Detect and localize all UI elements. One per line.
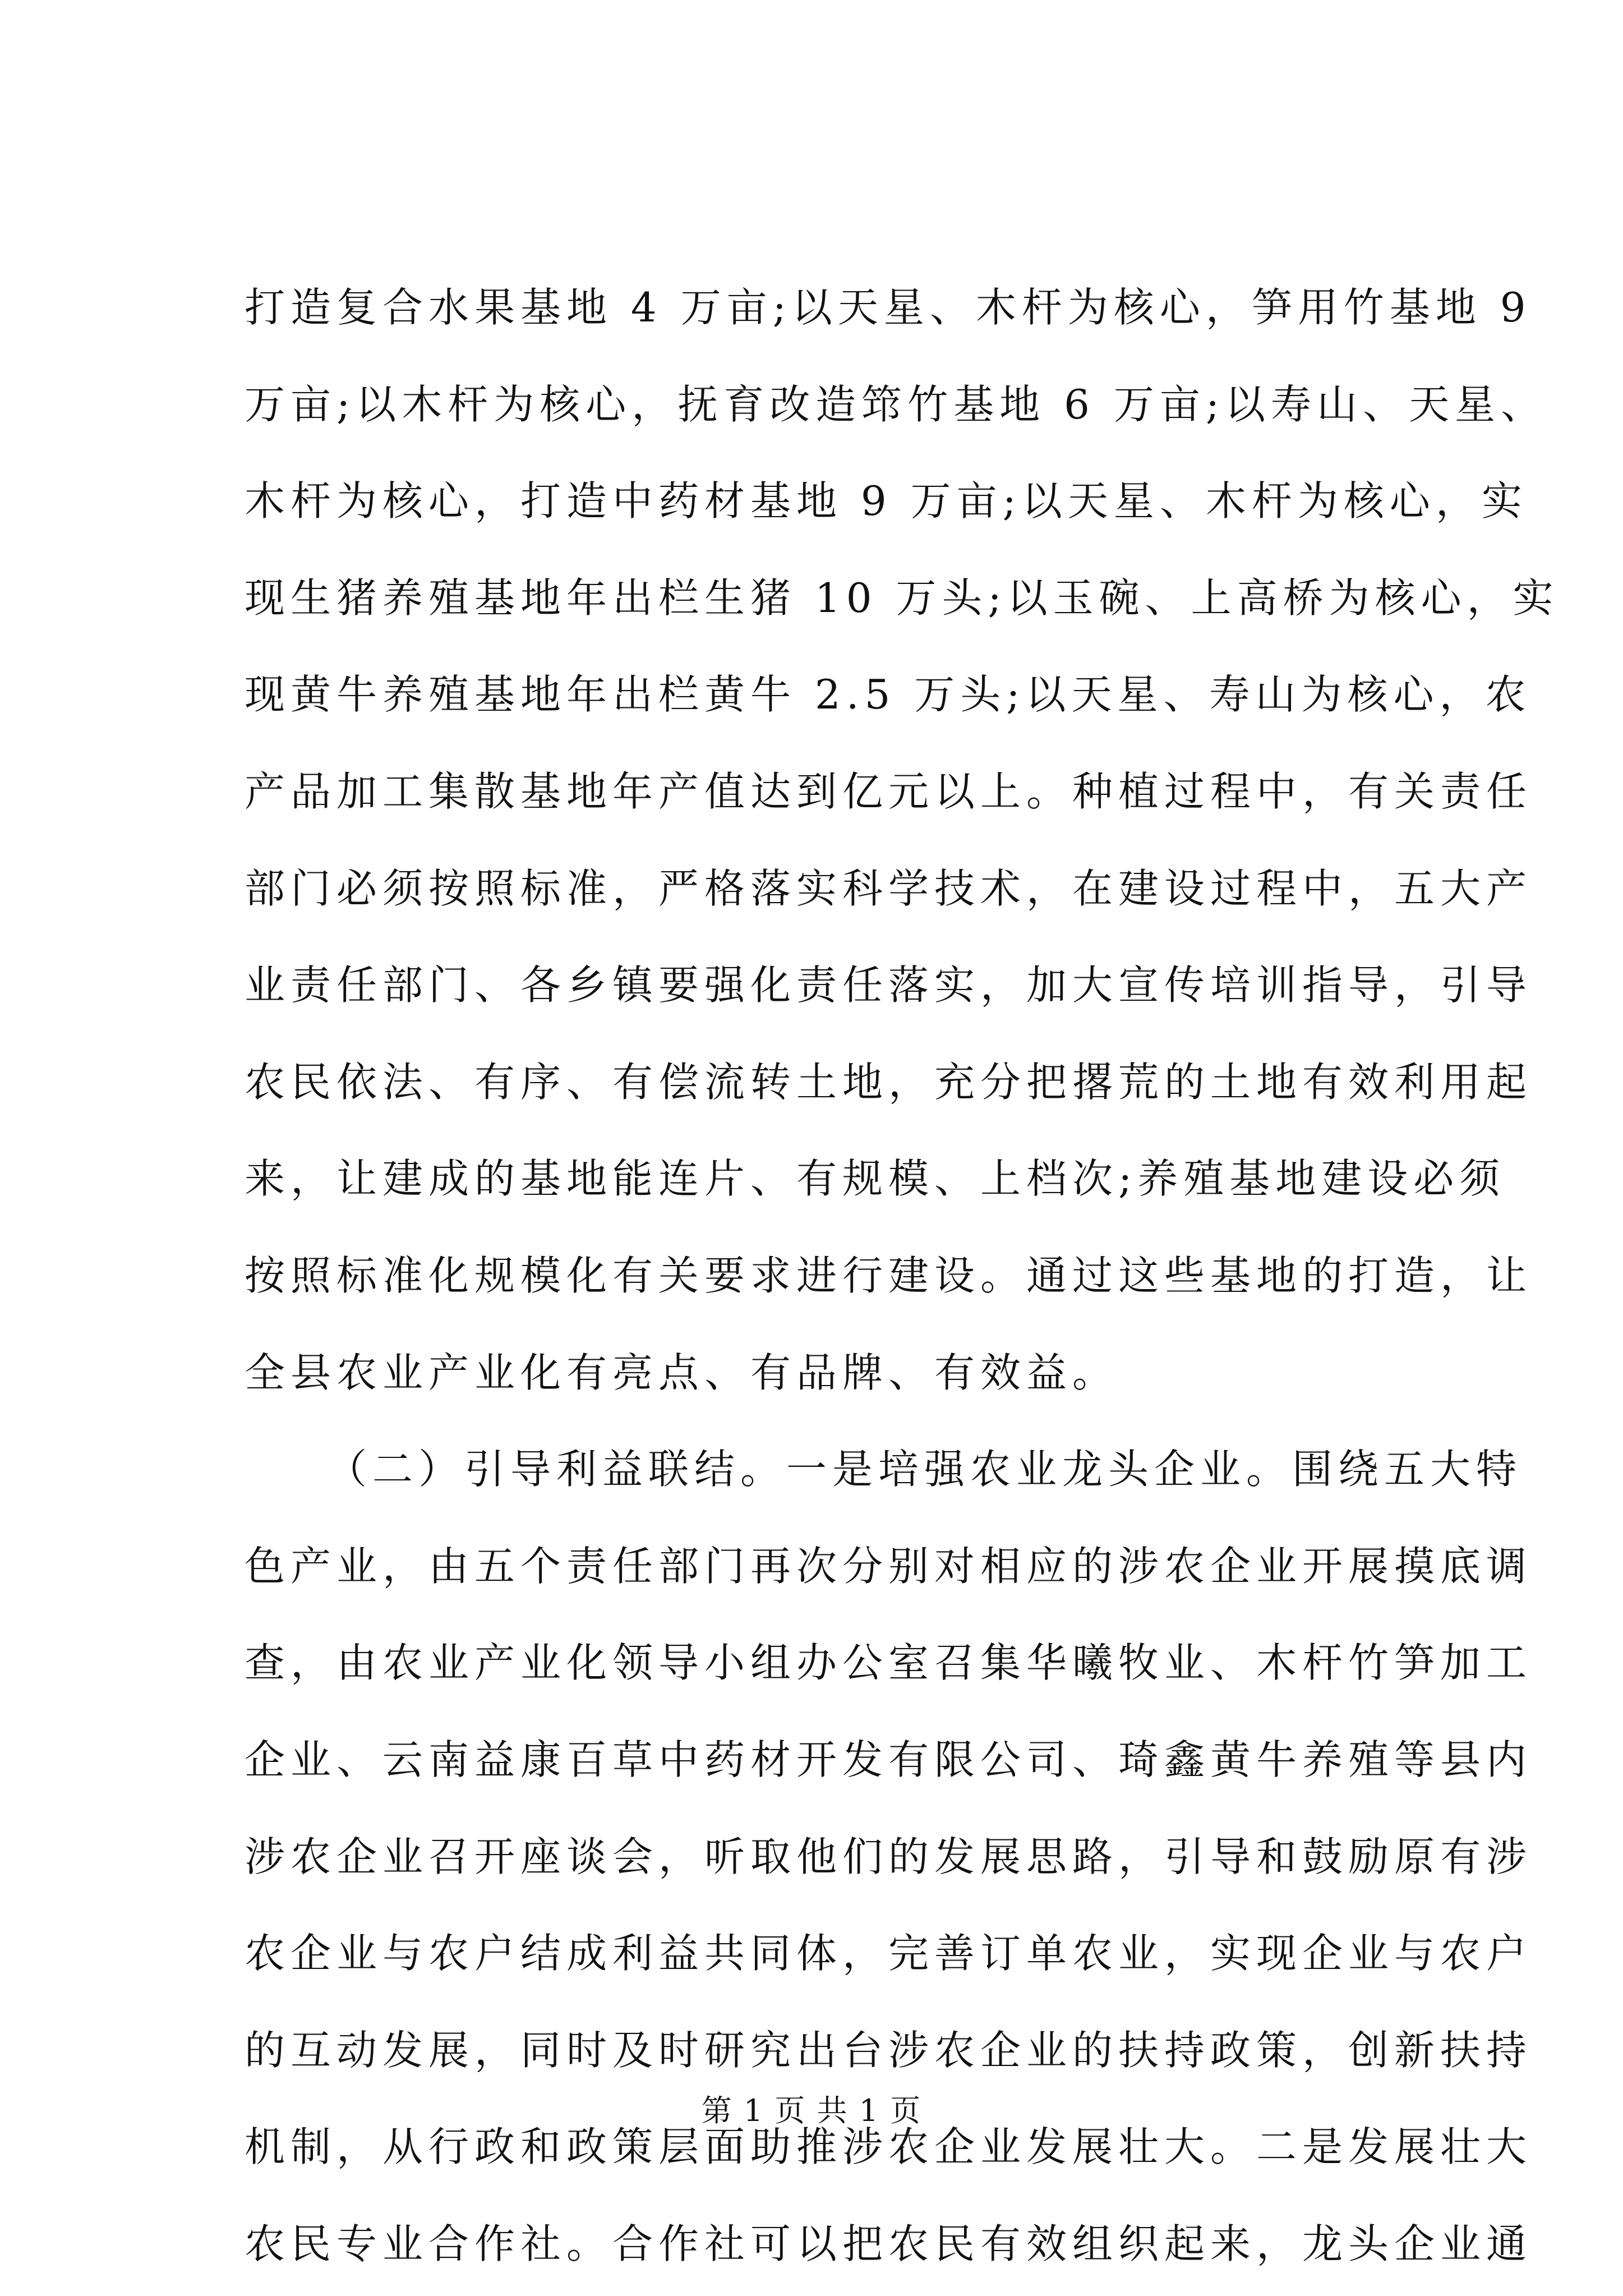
page-number-label: 第 1 页 共 1 页 [701, 2093, 922, 2128]
text-line-8: 业责任部门、各乡镇要强化责任落实，加大宣传培训指导，引导 [245, 961, 1533, 1009]
text-line-7: 部门必须按照标准，严格落实科学技术，在建设过程中，五大产 [245, 864, 1533, 912]
text-line-9: 农民依法、有序、有偿流转土地，充分把撂荒的土地有效利用起 [245, 1058, 1533, 1106]
text-line-17: 涉农企业召开座谈会，听取他们的发展思路，引导和鼓励原有涉 [245, 1833, 1533, 1880]
text-line-16: 企业、云南益康百草中药材开发有限公司、琦鑫黄牛养殖等县内 [245, 1736, 1533, 1783]
text-line-4: 现生猪养殖基地年出栏生猪 10 万头;以玉碗、上高桥为核心，实 [245, 574, 1559, 622]
body-text [245, 259, 1559, 2292]
text-line-5: 现黄牛养殖基地年出栏黄牛 2.5 万头;以天星、寿山为核心，农 [245, 671, 1532, 719]
text-line-6: 产品加工集散基地年产值达到亿元以上。种植过程中，有关责任 [245, 767, 1533, 815]
text-line-14: 色产业，由五个责任部门再次分别对相应的涉农企业开展摸底调 [245, 1542, 1533, 1590]
text-line-10: 来，让建成的基地能连片、有规模、上档次;养殖基地建设必须 [245, 1155, 1506, 1203]
text-line-2: 万亩;以木杆为核心，抚育改造筇竹基地 6 万亩;以寿山、天星、 [245, 380, 1547, 428]
text-line-1: 打造复合水果基地 4 万亩;以天星、木杆为核心，笋用竹基地 9 [245, 284, 1532, 331]
text-line-11: 按照标准化规模化有关要求进行建设。通过这些基地的打造，让 [245, 1251, 1533, 1299]
text-line-19: 的互动发展，同时及时研究出台涉农企业的扶持政策，创新扶持 [245, 2026, 1533, 2074]
text-line-20: 机制，从行政和政策层面助推涉农企业发展壮大。二是发展壮大 [245, 2123, 1533, 2171]
text-line-15: 查，由农业产业化领导小组办公室召集华曦牧业、木杆竹笋加工 [245, 1639, 1533, 1687]
page-footer [0, 2091, 1623, 2131]
text-line-13: （二）引导利益联结。一是培强农业龙头企业。围绕五大特 [326, 1446, 1523, 1493]
text-line-12: 全县农业产业化有亮点、有品牌、有效益。 [245, 1349, 1119, 1396]
text-line-18: 农企业与农户结成利益共同体，完善订单农业，实现企业与农户 [245, 1930, 1533, 1977]
text-line-21: 农民专业合作社。合作社可以把农民有效组织起来，龙头企业通 [245, 2220, 1533, 2267]
text-line-3: 木杆为核心，打造中药材基地 9 万亩;以天星、木杆为核心，实 [245, 477, 1528, 525]
